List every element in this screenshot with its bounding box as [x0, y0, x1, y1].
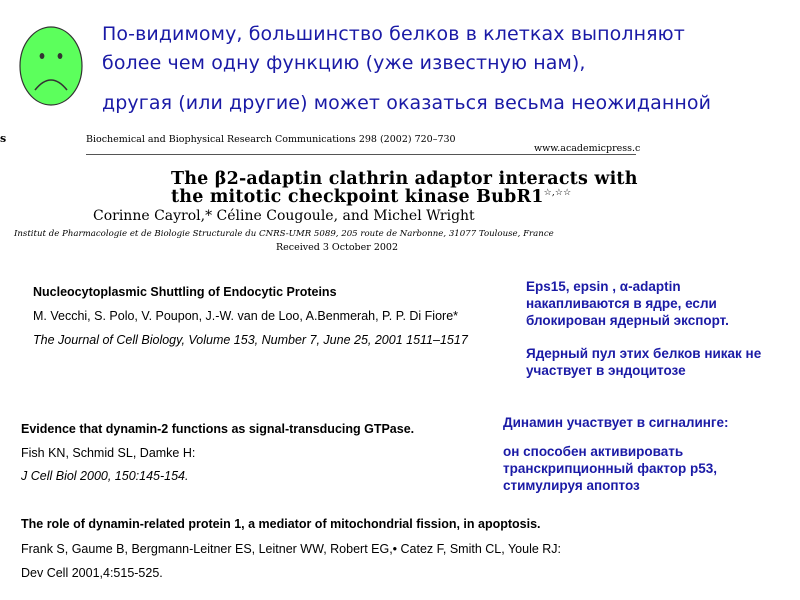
heading-line-1: По-видимому, большинство белков в клетках выполняют: [102, 23, 685, 45]
article-scan: [0, 128, 640, 258]
ref-3-title: The role of dynamin-related protein 1, a mediator of mitochondrial fission, in apoptosis.: [21, 517, 541, 531]
heading-line-2: более чем одну функцию (уже известную нам),: [102, 52, 586, 74]
ref-3-authors: Frank S, Gaume B, Bergmann-Leitner ES, Leitner WW, Robert EG,• Catez F, Smith CL, Youle RJ:: [21, 542, 562, 556]
scan-title-line-2: [171, 187, 571, 207]
scan-institute: Institut de Pharmacologie et de Biologie Structurale du CNRS-UMR 5089, 205 route de Narbonne, 31077 Toulouse, France: [14, 229, 554, 239]
scan-journal-line: Biochemical and Biophysical Research Communications 298 (2002) 720–730: [86, 134, 456, 145]
note-eps-1: Eps15, epsin , α-adaptin накапливаются в ядре, если блокирован ядерный экспорт.: [526, 279, 729, 328]
scan-received: Received 3 October 2002: [276, 242, 398, 253]
ref-2-title: Evidence that dynamin-2 functions as signal-transducing GTPase.: [21, 422, 415, 436]
ref-2-authors: Fish KN, Schmid SL, Damke H:: [21, 446, 196, 460]
ref-1-journal: The Journal of Cell Biology, Volume 153, Number 7, June 25, 2001 1511–1517: [33, 333, 468, 347]
scan-authors: Corinne Cayrol,* Céline Cougoule, and Michel Wright: [93, 208, 475, 224]
scan-title-line-1: The β2-adaptin clathrin adaptor interacts with: [171, 169, 638, 189]
ref-3-journal: Dev Cell 2001,4:515-525.: [21, 566, 163, 580]
heading-line-3: другая (или другие) может оказаться весьма неожиданной: [102, 92, 712, 114]
scan-url: www.academicpress.c: [534, 143, 641, 154]
scan-rule: [86, 154, 636, 155]
scan-title-marks: ☆,☆☆: [543, 188, 572, 199]
note-dynamin-1: Динамин участвует в сигналинге:: [503, 415, 729, 430]
ref-1-authors: M. Vecchi, S. Polo, V. Poupon, J.-W. van de Loo, A.Benmerah, P. P. Di Fiore*: [33, 309, 459, 323]
scan-title-line-2-text: the mitotic checkpoint kinase BubR1: [171, 187, 544, 207]
note-dynamin-2: он способен активировать транскрипционный фактор p53, стимулируя апоптоз: [503, 444, 717, 493]
scan-left-fragment: s: [0, 132, 7, 145]
ref-1-title: Nucleocytoplasmic Shuttling of Endocytic Proteins: [33, 285, 337, 299]
sad-face-icon: [19, 26, 83, 106]
ref-2-journal: J Cell Biol 2000, 150:145-154.: [21, 469, 189, 483]
note-eps-2: Ядерный пул этих белков никак не участвует в эндоцитозе: [526, 346, 762, 378]
